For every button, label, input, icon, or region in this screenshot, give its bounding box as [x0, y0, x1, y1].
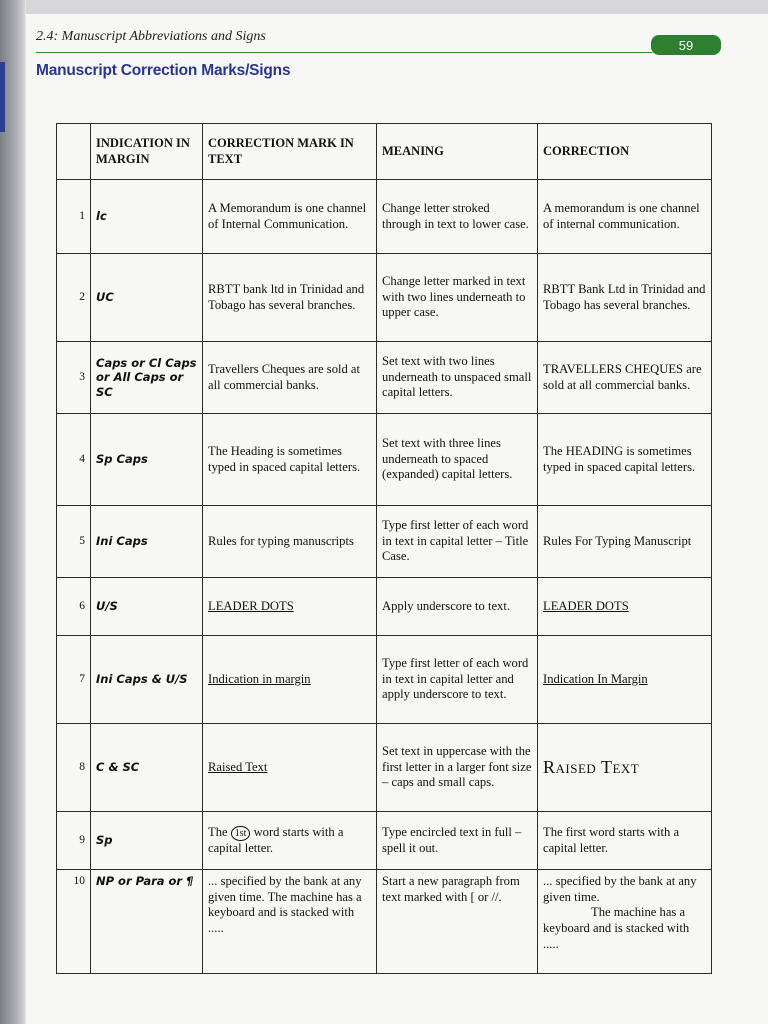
indication-cell: Ini Caps & U/S: [91, 636, 203, 724]
meaning-cell: Change letter marked in text with two lines underneath to upper case.: [377, 254, 538, 342]
mark-cell: Indication in margin: [203, 636, 377, 724]
book-spine: [0, 0, 26, 1024]
correction-cell: TRAVELLERS CHEQUES are sold at all commercial banks.: [538, 342, 712, 414]
meaning-cell: Start a new paragraph from text marked with [ or //.: [377, 870, 538, 974]
correction-cell: LEADER DOTS: [538, 578, 712, 636]
row-number: 8: [57, 724, 91, 812]
row-number: 5: [57, 506, 91, 578]
page-top-edge: [26, 0, 768, 14]
correction-cell: The HEADING is sometimes typed in spaced capital letters.: [538, 414, 712, 506]
mark-cell: Raised Text: [203, 724, 377, 812]
meaning-cell: Set text in uppercase with the first letter in a larger font size – caps and small caps.: [377, 724, 538, 812]
header-indication: INDICATION IN MARGIN: [91, 124, 203, 180]
row-number: 9: [57, 812, 91, 870]
mark-cell: ... specified by the bank at any given time. The machine has a keyboard and is stacked with .....: [203, 870, 377, 974]
table-row: [57, 342, 712, 414]
row-number: 2: [57, 254, 91, 342]
indication-cell: C & SC: [91, 724, 203, 812]
correction-cell: [538, 870, 712, 974]
mark-text-pre: The: [208, 824, 228, 839]
correction-cell: Indication In Margin: [538, 636, 712, 724]
mark-cell: Rules for typing manuscripts: [203, 506, 377, 578]
mark-cell: RBTT bank ltd in Trinidad and Tobago has several branches.: [203, 254, 377, 342]
spine-color-tab: [0, 62, 5, 132]
row-number: 10: [57, 870, 91, 974]
correction-line-a: ... specified by the bank at any given time.: [543, 874, 697, 904]
correction-cell: Raised Text: [538, 724, 712, 812]
mark-cell: Travellers Cheques are sold at all commercial banks.: [203, 342, 377, 414]
indication-cell: UC: [91, 254, 203, 342]
mark-cell: LEADER DOTS: [203, 578, 377, 636]
header-meaning: MEANING: [377, 124, 538, 180]
table-row: [57, 180, 712, 254]
indication-cell: Sp Caps: [91, 414, 203, 506]
table-row: [57, 254, 712, 342]
indication-cell: lc: [91, 180, 203, 254]
table-row: [57, 578, 712, 636]
meaning-cell: Set text with two lines underneath to unspaced small capital letters.: [377, 342, 538, 414]
table-row: [57, 414, 712, 506]
meaning-cell: Set text with three lines underneath to spaced (expanded) capital letters.: [377, 414, 538, 506]
indication-cell: NP or Para or ¶: [91, 870, 203, 974]
indication-cell: U/S: [91, 578, 203, 636]
correction-cell: Rules For Typing Manuscript: [538, 506, 712, 578]
header-correction: CORRECTION: [538, 124, 712, 180]
correction-cell: A memorandum is one channel of internal communication.: [538, 180, 712, 254]
page-number-badge: 59: [651, 35, 721, 55]
indication-cell: Caps or Cl Caps or All Caps or SC: [91, 342, 203, 414]
meaning-cell: Type first letter of each word in text in capital letter – Title Case.: [377, 506, 538, 578]
table-row: [57, 812, 712, 870]
row-number: 4: [57, 414, 91, 506]
meaning-cell: Apply underscore to text.: [377, 578, 538, 636]
correction-marks-table: [56, 123, 712, 974]
mark-cell: A Memorandum is one channel of Internal Communication.: [203, 180, 377, 254]
row-number: 3: [57, 342, 91, 414]
header-num: [57, 124, 91, 180]
table-row: [57, 506, 712, 578]
indication-cell: Ini Caps: [91, 506, 203, 578]
mark-cell: The Heading is sometimes typed in spaced capital letters.: [203, 414, 377, 506]
meaning-cell: Type encircled text in full – spell it out.: [377, 812, 538, 870]
header-rule: [36, 52, 652, 53]
meaning-cell: Type first letter of each word in text in capital letter and apply underscore to text.: [377, 636, 538, 724]
encircled-text: 1st: [231, 826, 251, 841]
row-number: 6: [57, 578, 91, 636]
table-row: [57, 636, 712, 724]
table-row: [57, 724, 712, 812]
meaning-cell: Change letter stroked through in text to lower case.: [377, 180, 538, 254]
table-row: [57, 870, 712, 974]
header-mark: CORRECTION MARK IN TEXT: [203, 124, 377, 180]
mark-cell: [203, 812, 377, 870]
table-header-row: [57, 124, 712, 180]
correction-line-b: The machine has a keyboard and is stacked with .....: [543, 905, 690, 951]
correction-cell: RBTT Bank Ltd in Trinidad and Tobago has several branches.: [538, 254, 712, 342]
mark-text-post: word starts with a capital letter.: [208, 824, 344, 855]
section-title: Manuscript Correction Marks/Signs: [36, 62, 291, 79]
indication-cell: Sp: [91, 812, 203, 870]
row-number: 1: [57, 180, 91, 254]
row-number: 7: [57, 636, 91, 724]
running-title: 2.4: Manuscript Abbreviations and Signs: [36, 29, 266, 44]
correction-cell: The first word starts with a capital letter.: [538, 812, 712, 870]
